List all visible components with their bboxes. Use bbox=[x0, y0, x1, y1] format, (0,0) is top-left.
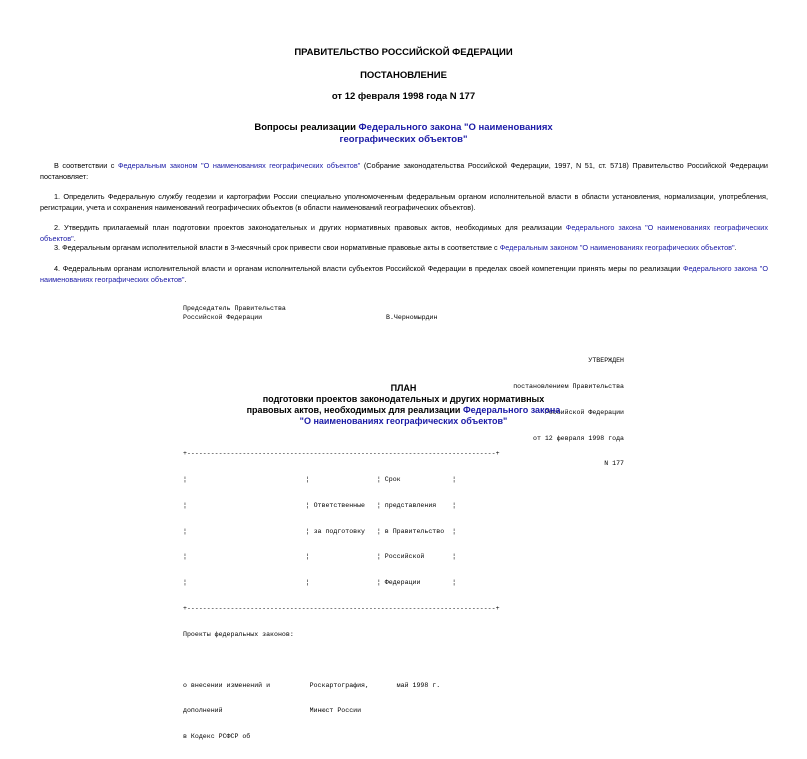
table-header-row: ¦ ¦ Ответственные ¦ представления ¦ bbox=[183, 501, 457, 509]
title-prefix: Вопросы реализации bbox=[254, 122, 359, 133]
item-3-end: . bbox=[734, 243, 737, 252]
plan-subtitle-1: подготовки проектов законодательных и других нормативных bbox=[262, 394, 545, 404]
plan-law-link[interactable]: Федерального закона bbox=[462, 405, 561, 415]
approval-line-5: N 177 bbox=[604, 460, 624, 468]
plan-subtitle-2 bbox=[0, 405, 807, 416]
table-section-label: Проекты федеральных законов: bbox=[183, 630, 294, 638]
document-title bbox=[0, 122, 807, 146]
item-4-law-link[interactable]: Федерального закона "О наименованиях географических объектов" bbox=[40, 264, 768, 284]
plan-law-link-cont[interactable]: "О наименованиях географических объектов" bbox=[299, 416, 508, 426]
item-2-text: 2. Утвердить прилагаемый план подготовки проектов законодательных и других нормативных правовых актов, необходимых для реализации bbox=[54, 223, 566, 232]
table-row: дополнений Минюст России bbox=[183, 707, 362, 715]
government-heading: ПРАВИТЕЛЬСТВО РОССИЙСКОЙ ФЕДЕРАЦИИ bbox=[294, 47, 513, 58]
signature-name: В.Черномырдин bbox=[386, 314, 438, 321]
preamble-text-end: (Собрание законодательства Российской Федерации, 1997, N 51, ст. 5718) Правительство Российской Федерации постановляет: bbox=[40, 161, 768, 181]
table-row: в Кодекс РСФСР об bbox=[183, 733, 251, 741]
approval-line-1: УТВЕРЖДЕН bbox=[588, 357, 624, 365]
item-4-end: . bbox=[184, 274, 187, 284]
approval-line-3: Российской Федерации bbox=[544, 408, 624, 416]
signature-role-2: Российской Федерации bbox=[183, 314, 263, 321]
item-2-paragraph bbox=[40, 223, 768, 244]
title-law-link[interactable]: Федерального закона "О наименованиях bbox=[358, 122, 553, 133]
table-top-border: +------------------------------------------------------------------------------+ bbox=[183, 450, 500, 458]
plan-subtitle-2-text: правовых актов, необходимых для реализации bbox=[246, 405, 463, 415]
item-4-paragraph bbox=[40, 264, 768, 285]
approval-line-4: от 12 февраля 1998 года bbox=[532, 434, 624, 442]
table-header-row: ¦ ¦ ¦ Федерации ¦ bbox=[183, 579, 457, 587]
table-row: о внесении изменений и Роскартография, май 1998 г. bbox=[183, 681, 441, 689]
document-type: ПОСТАНОВЛЕНИЕ bbox=[360, 70, 447, 81]
item-1-paragraph: 1. Определить Федеральную службу геодезии и картографии России специально уполномоченным федеральным органом исполнительной власти в области установления, нормализации, употребления, регистрации, учета и сохранения наименований географических объектов (в области наименований географических объектов). bbox=[40, 192, 768, 212]
plan-title: ПЛАН bbox=[390, 383, 417, 393]
preamble-text: В соответствии с bbox=[54, 161, 118, 170]
item-3-paragraph bbox=[40, 243, 768, 254]
table-bottom-border: +------------------------------------------------------------------------------+ bbox=[183, 604, 500, 612]
preamble-paragraph bbox=[40, 161, 768, 182]
preamble-law-link[interactable]: Федеральным законом "О наименованиях географических объектов" bbox=[117, 161, 361, 170]
item-4-text: 4. Федеральным органам исполнительной власти и органам исполнительной власти субъектов Российской Федерации в пределах своей компетенции принять меры по реализации bbox=[54, 264, 683, 273]
item-2-end: . bbox=[73, 233, 76, 243]
table-spacer bbox=[183, 656, 500, 664]
plan-heading bbox=[0, 383, 807, 427]
plan-table bbox=[183, 433, 500, 759]
signature-role-1: Председатель Правительства bbox=[183, 305, 286, 312]
approval-line-2: постановлением Правительства bbox=[513, 382, 624, 390]
item-3-text: 3. Федеральным органам исполнительной власти в 3-месячный срок привести свои нормативные правовые акты в соответствие с bbox=[54, 243, 500, 252]
item-2-law-link[interactable]: Федерального закона "О наименованиях географических объектов" bbox=[40, 223, 768, 243]
table-header-row: ¦ ¦ ¦ Российской ¦ bbox=[183, 553, 457, 561]
table-header-row: ¦ ¦ за подготовку ¦ в Правительство ¦ bbox=[183, 527, 457, 535]
item-3-law-link[interactable]: Федеральным законом "О наименованиях географических объектов" bbox=[499, 243, 735, 252]
title-law-link-cont[interactable]: географических объектов" bbox=[339, 134, 468, 145]
document-date-number: от 12 февраля 1998 года N 177 bbox=[331, 91, 476, 102]
table-header-row: ¦ ¦ ¦ Срок ¦ bbox=[183, 475, 457, 483]
